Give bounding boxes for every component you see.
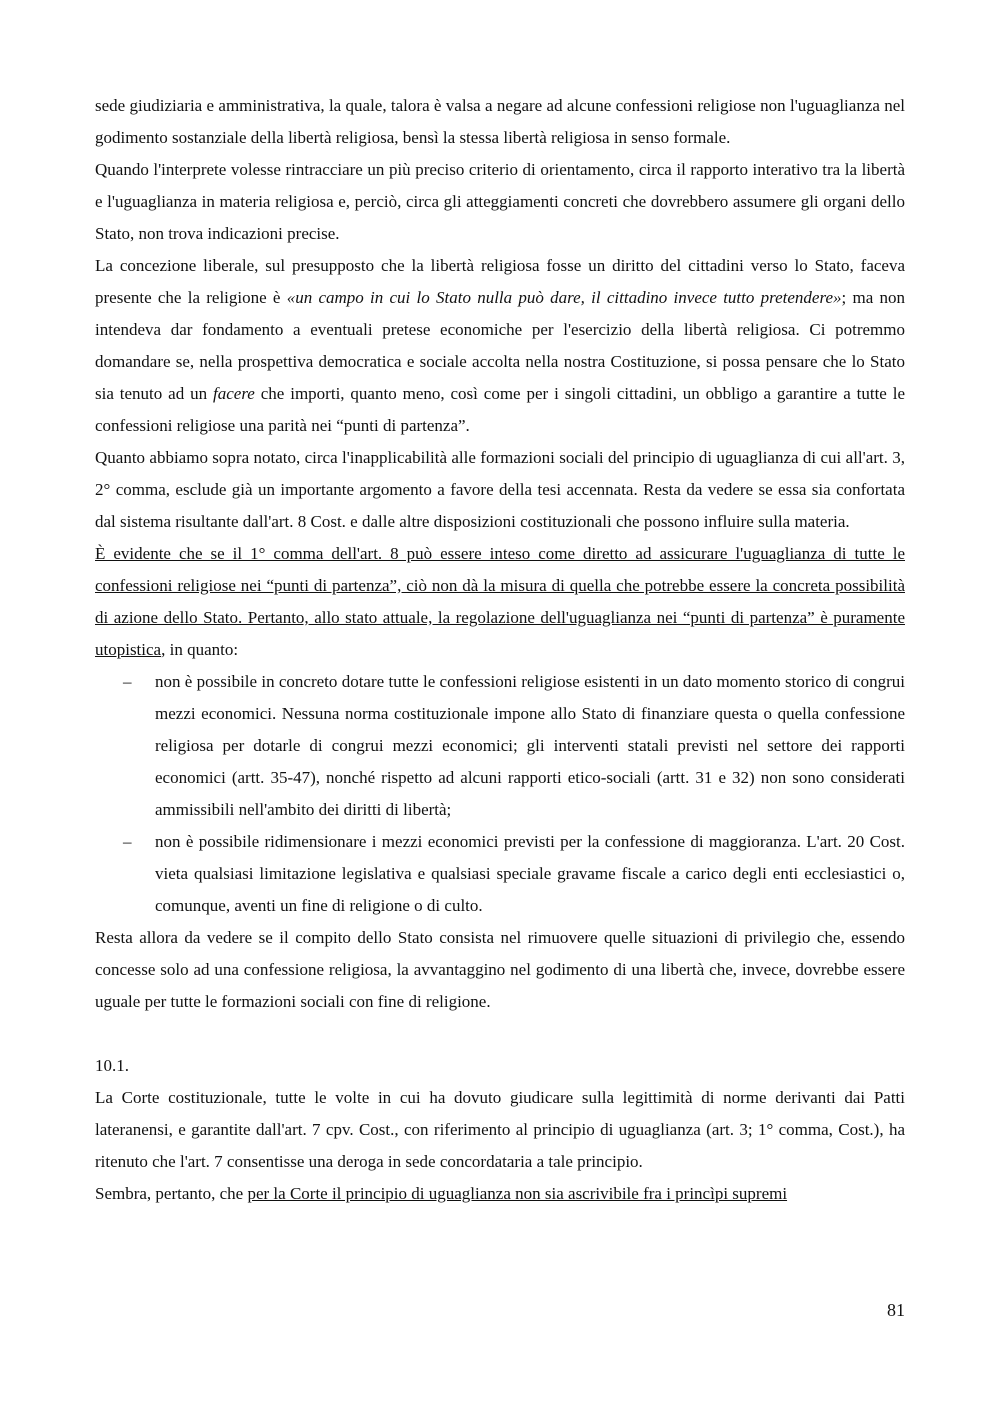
text-run: ; ma non intendeva dar fondamento a eventuali pretese economiche per l'esercizio della libertà religiosa. Ci potremmo domandare se, nella prospettiva democratica e sociale accolta nella nostra Costituzione, si possa pensare che lo Stato sia tenuto ad un [95, 288, 906, 403]
document-body [95, 90, 905, 1210]
list-item [95, 826, 905, 922]
paragraph: La Corte costituzionale, tutte le volte in cui ha dovuto giudicare sulla legittimità di norme derivanti dai Patti lateranensi, e garantite dall'art. 7 cpv. Cost., con riferimento al principio di uguaglianza (art. 3; 1° comma, Cost.), ha ritenuto che l'art. 7 consentisse una deroga in sede concordataria a tale principio. [95, 1088, 905, 1171]
list-item [95, 666, 905, 826]
list-item-text: non è possibile ridimensionare i mezzi economici previsti per la confessione di maggioranza. L'art. 20 Cost. vieta qualsiasi limitazione legislativa e qualsiasi speciale gravame fiscale a carico degli enti ecclesiastici o, comunque, aventi un fine di religione o di culto. [155, 832, 905, 915]
text-run: , in quanto: [161, 640, 239, 659]
paragraph [95, 250, 905, 442]
underlined-text: È evidente che se il 1° comma dell'art. 8 può essere inteso come diretto ad assicurare l'uguaglianza di tutte le confessioni religiose nei “punti di partenza”, ciò non dà la misura di quella che potrebbe essere la concreta possibilità di azione dello Stato. Pertanto, allo stato attuale, la regolazione dell'uguaglianza nei “punti di partenza” è puramente utopistica [95, 544, 905, 659]
paragraph: Quanto abbiamo sopra notato, circa l'inapplicabilità alle formazioni sociali del principio di uguaglianza di cui all'art. 3, 2° comma, esclude già un importante argomento a favore della tesi accennata. Resta da vedere se essa sia confortata dal sistema risultante dall'art. 8 Cost. e dalle altre disposizioni costituzionali che possono influire sulla materia. [95, 448, 905, 531]
text-run: che importi, quanto meno, così come per i singoli cittadini, un obbligo a garantire a tutte le confessioni religiose una parità nei “punti di partenza”. [95, 384, 906, 435]
italic-quote: «un campo in cui lo Stato nulla può dare, il cittadino invece tutto pretendere» [286, 288, 842, 307]
dash-marker: – [123, 832, 132, 851]
underlined-text: per la Corte il principio di uguaglianza non sia ascrivibile fra i princìpi supremi [247, 1184, 788, 1203]
list-item-text: non è possibile in concreto dotare tutte le confessioni religiose esistenti in un dato momento storico di congrui mezzi economici. Nessuna norma costituzionale impone allo Stato di finanziare questa o quella confessione religiosa per dotarle di congrui mezzi economici; gli interventi statali previsti nel settore dei rapporti economici (artt. 35-47), nonché rispetto ad alcuni rapporti etico-sociali (artt. 31 e 32) non sono considerati ammissibili nell'ambito dei diritti di libertà; [155, 672, 905, 819]
page-number: 81 [887, 1300, 905, 1320]
text-run: Sembra, pertanto, che [95, 1184, 248, 1203]
paragraph [95, 1178, 905, 1210]
dash-marker: – [123, 672, 132, 691]
paragraph [95, 538, 905, 666]
paragraph: sede giudiziaria e amministrativa, la quale, talora è valsa a negare ad alcune confessioni religiose non l'uguaglianza nel godimento sostanziale della libertà religiosa, bensì la stessa libertà religiosa in senso formale. [95, 96, 905, 147]
italic-term: facere [213, 384, 255, 403]
dash-list [95, 666, 905, 922]
paragraph: Quando l'interprete volesse rintracciare un più preciso criterio di orientamento, circa il rapporto interativo tra la libertà e l'uguaglianza in materia religiosa e, perciò, circa gli atteggiamenti concreti che dovrebbero assumere gli organi dello Stato, non trova indicazioni precise. [95, 160, 905, 243]
text-run: La concezione liberale, sul presupposto che la libertà religiosa fosse un diritto del cittadini verso lo Stato, faceva presente che la religione è [95, 256, 905, 307]
section-heading: 10.1. [95, 1056, 129, 1075]
paragraph: Resta allora da vedere se il compito dello Stato consista nel rimuovere quelle situazioni di privilegio che, essendo concesse solo ad una confessione religiosa, la avvantaggino nel godimento di una libertà che, invece, dovrebbe essere uguale per tutte le formazioni sociali con fine di religione. [95, 928, 905, 1011]
